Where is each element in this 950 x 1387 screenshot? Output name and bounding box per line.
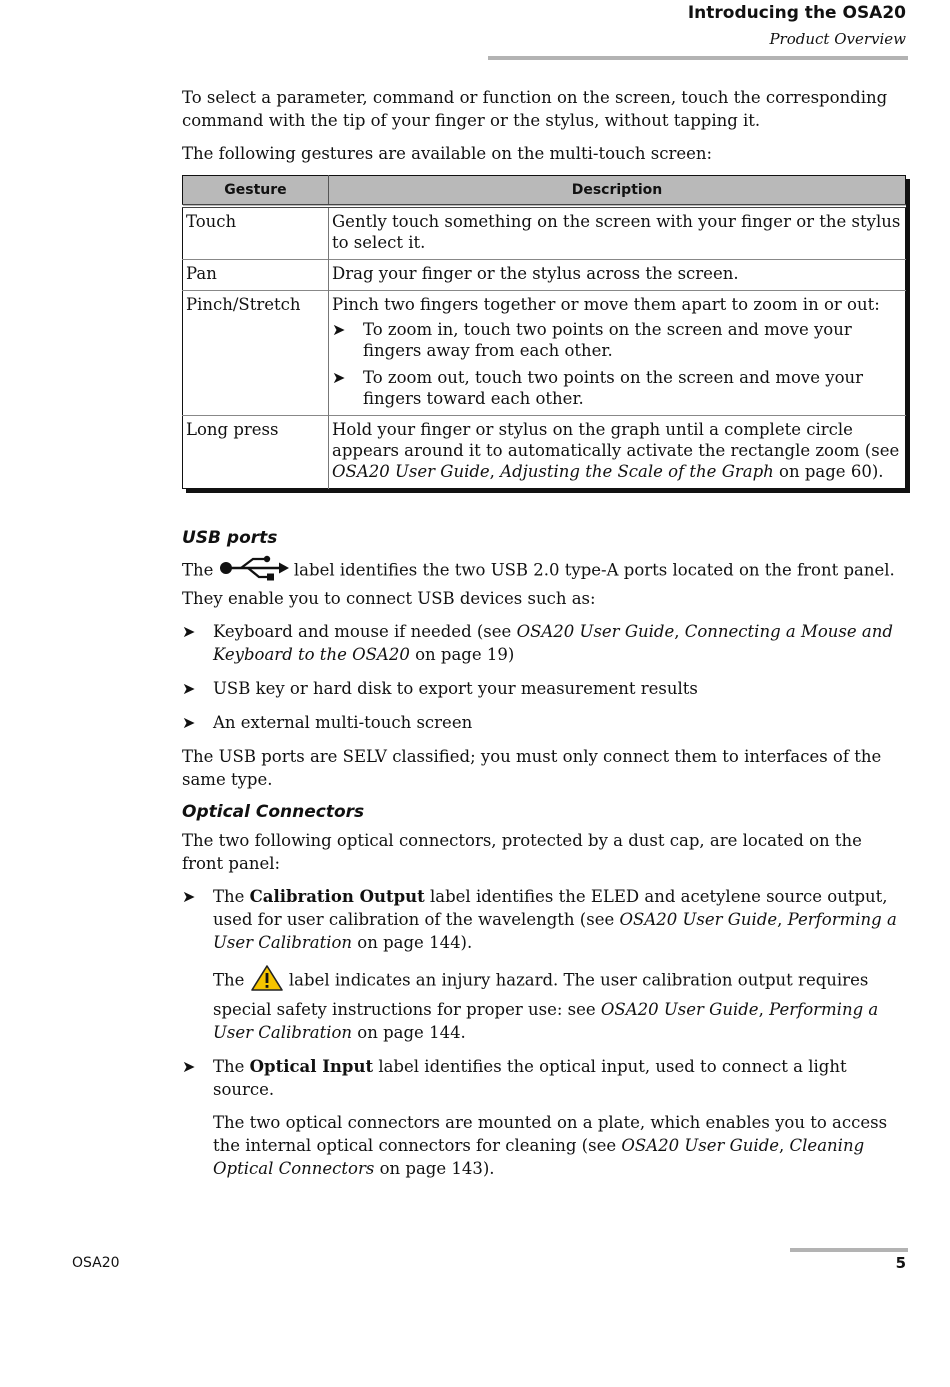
reference-section: Adjusting the Scale of the Graph [500,462,774,481]
header-title: Introducing the OSA20 [687,3,906,23]
usb-icon [219,555,289,587]
gesture-cell: Long press [183,416,329,489]
reference-doc: OSA20 User Guide [516,622,675,641]
optical-heading: Optical Connectors [182,802,365,822]
usb-paragraph: The label identifies the two USB 2.0 type-A ports located on the front panel. They enable you to connect USB devices such as: [182,555,908,610]
description-cell: Drag your finger or the stylus across the screen. [329,260,906,291]
bullet-arrow-icon: ➤ [182,622,196,641]
description-cell [329,291,906,416]
table-header-gesture: Gesture [183,176,329,207]
list-item [182,1055,908,1180]
header-subtitle: Product Overview [769,30,906,48]
intro-paragraph-2: The following gestures are available on the multi-touch screen: [182,144,713,163]
list-item: ➤ An external multi-touch screen [182,713,473,732]
footer-product-name: OSA20 [72,1255,120,1271]
list-item: ➤ Keyboard and mouse if needed (see OSA20 User Guide, Connecting a Mouse and Keyboard to the OSA20 on page 19) [182,622,893,664]
bullet-arrow-icon: ➤ [332,368,346,387]
page-number: 5 [895,1254,906,1272]
description-cell: Gently touch something on the screen with your finger or the stylus to select it. [329,206,906,260]
bullet-arrow-icon: ➤ [332,320,346,339]
warning-icon [250,964,284,998]
bullet-arrow-icon: ➤ [182,1057,196,1076]
cleaning-paragraph: The two optical connectors are mounted on a plate, which enables you to access the internal optical connectors for cleaning (see OSA20 User Guide, Cleaning Optical Connectors on page 143). [213,1113,888,1178]
calibration-output-text: The Calibration Output label identifies the ELED and acetylene source output, used for user calibration of the wavelength (see OSA20 User Guide, Performing a User Calibration on page 144). [213,887,897,952]
table-row [183,291,906,416]
list-item-text: To zoom out, touch two points on the screen and move your fingers toward each other. [363,368,864,408]
intro-paragraph-1: To select a parameter, command or function on the screen, touch the corresponding command with the tip of your finger or the stylus, without tapping it. [182,88,888,130]
gesture-cell: Touch [183,206,329,260]
list-item [182,885,908,1044]
optical-connector-list [182,885,908,1180]
list-item [332,319,902,361]
table-row [183,416,906,489]
selv-paragraph: The USB ports are SELV classified; you must only connect them to interfaces of the same type. [182,747,882,789]
reference-doc: OSA20 User Guide [332,462,490,481]
gesture-table [182,175,906,489]
description-cell: Hold your finger or stylus on the graph until a complete circle appears around it to automatically activate the rectangle zoom (see OSA20 User Guide, Adjusting the Scale of the Graph on page 60). [329,416,906,489]
bullet-arrow-icon: ➤ [182,679,196,698]
gesture-cell: Pinch/Stretch [183,291,329,416]
bullet-arrow-icon: ➤ [182,713,196,732]
bullet-arrow-icon: ➤ [182,887,196,906]
list-item-text: To zoom in, touch two points on the screen and move your fingers away from each other. [363,320,852,360]
usb-device-list [182,620,908,734]
table-row [183,260,906,291]
header-rule [488,56,908,60]
table-header-row [183,176,906,207]
optical-input-text: The Optical Input label identifies the optical input, used to connect a light source. [213,1057,847,1099]
list-item: ➤ USB key or hard disk to export your measurement results [182,679,698,698]
list-item [332,367,902,409]
page-content [182,86,908,1191]
zoom-list [332,319,902,409]
warning-paragraph: The label indicates an injury hazard. The user calibration output requires special safety instructions for proper use: see OSA20 User Guide, Performing a User Calibration on page 144. [213,964,908,1044]
description-text: Pinch two fingers together or move them apart to zoom in or out: [332,295,880,314]
reference-section: Connecting a Mouse and Keyboard to the OSA20 [213,622,893,664]
footer-rule [790,1248,908,1252]
gesture-cell: Pan [183,260,329,291]
table-row [183,206,906,260]
optical-intro: The two following optical connectors, protected by a dust cap, are located on the front panel: [182,831,862,873]
table-header-description: Description [329,176,906,207]
usb-heading: USB ports [182,528,278,548]
